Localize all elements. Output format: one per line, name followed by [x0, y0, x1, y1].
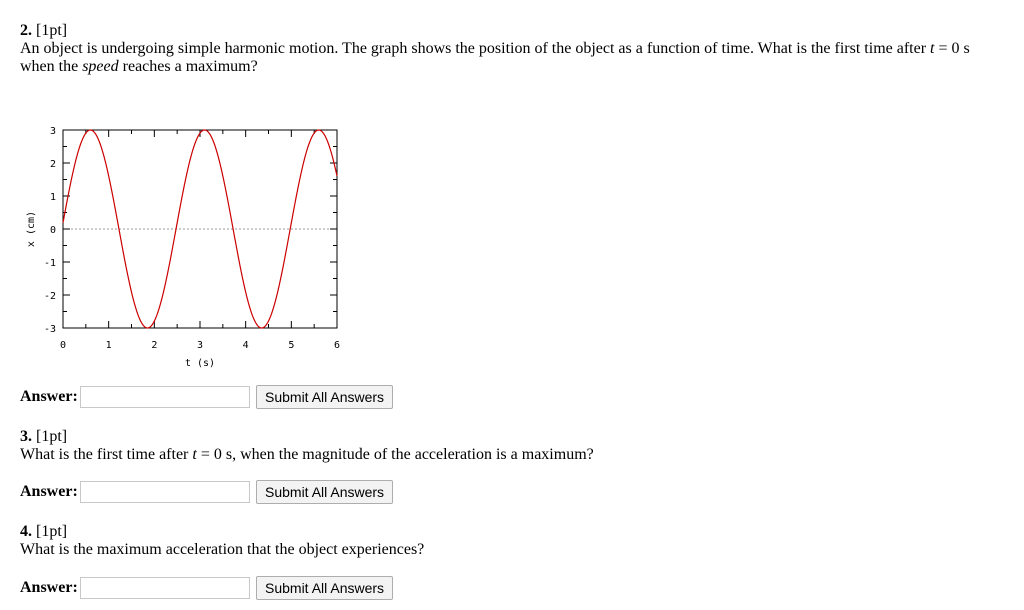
y-tick-label: 3 — [49, 126, 56, 137]
y-tick-label: -2 — [43, 291, 56, 302]
submit-button[interactable]: Submit All Answers — [256, 385, 393, 409]
answer-input-q3[interactable] — [80, 481, 250, 503]
question-points: [1pt] — [36, 22, 68, 39]
answer-label: Answer: — [20, 388, 78, 405]
y-tick-label: 2 — [49, 159, 56, 170]
answer-input-q4[interactable] — [80, 577, 250, 599]
question-number: 2. — [20, 22, 32, 39]
question-points: [1pt] — [36, 428, 68, 445]
answer-row-q4 — [20, 576, 393, 600]
question-number: 3. — [20, 428, 32, 445]
question-text: What is the first time after t = 0 s, when the magnitude of the acceleration is a maximum? — [20, 446, 594, 463]
y-tick-label: 1 — [49, 192, 56, 203]
x-tick-label: 1 — [105, 340, 112, 351]
question-text: An object is undergoing simple harmonic motion. The graph shows the position of the object as a function of time. What is the first time after t = 0 s when the speed reaches a maximum? — [20, 40, 970, 75]
y-tick-label: 0 — [49, 225, 56, 236]
question-text: What is the maximum acceleration that the object experiences? — [20, 541, 425, 558]
y-tick-label: -3 — [43, 324, 56, 335]
x-tick-label: 0 — [59, 340, 67, 351]
question-2 — [20, 22, 970, 76]
x-tick-label: 2 — [151, 340, 158, 351]
question-points: [1pt] — [36, 523, 68, 540]
x-axis-label: t (s) — [184, 358, 216, 369]
answer-row-q3 — [20, 480, 393, 504]
submit-button[interactable]: Submit All Answers — [256, 576, 393, 600]
x-tick-label: 4 — [242, 340, 249, 351]
question-4 — [20, 523, 424, 559]
answer-label: Answer: — [20, 579, 78, 596]
x-tick-label: 3 — [196, 340, 204, 351]
answer-label: Answer: — [20, 483, 78, 500]
answer-input-q2[interactable] — [80, 386, 250, 408]
y-tick-label: -1 — [43, 258, 56, 269]
position-time-graph — [20, 118, 350, 378]
question-3 — [20, 428, 594, 464]
question-number: 4. — [20, 523, 32, 540]
x-tick-label: 6 — [333, 340, 341, 351]
answer-row-q2 — [20, 385, 393, 409]
y-axis-label: x (cm) — [26, 210, 37, 248]
x-tick-label: 5 — [288, 340, 295, 351]
submit-button[interactable]: Submit All Answers — [256, 480, 393, 504]
